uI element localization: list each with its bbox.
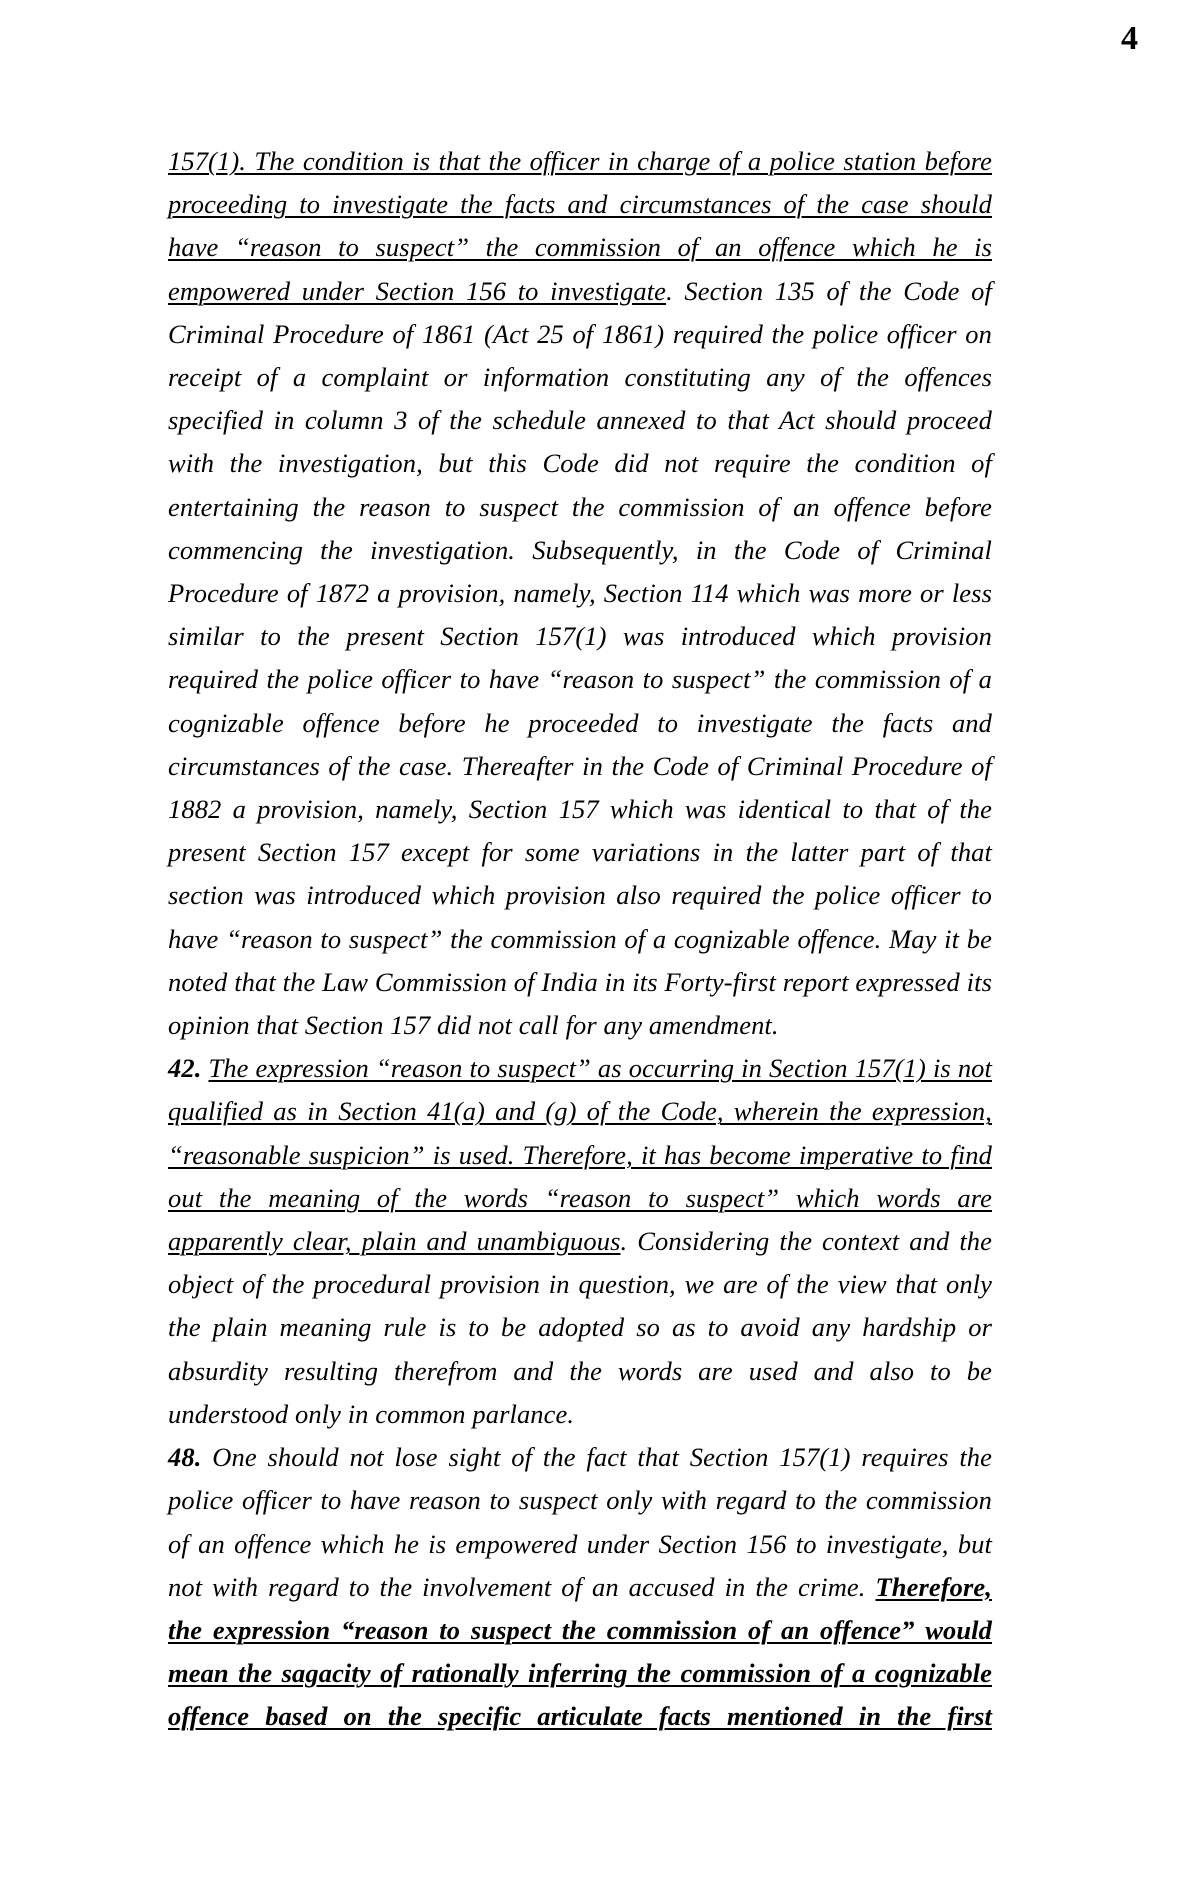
paragraph-157 <box>168 140 992 1047</box>
paragraph-157-continuation: . Section 135 of the Code of Criminal Procedure of 1861 (Act 25 of 1861) required the police officer on receipt of a complaint or information constituting any of the offences specified in column 3 of the schedule annexed to that Act should proceed with the investigation, but this Code did not require the condition of entertaining the reason to suspect the commission of an offence before commencing the investigation. Subsequently, in the Code of Criminal Procedure of 1872 a provision, namely, Section 114 which was more or less similar to the present Section 157(1) was introduced which provision required the police officer to have “reason to suspect” the commission of a cognizable offence before he proceeded to investigate the facts and circumstances of the case. Thereafter in the Code of Criminal Procedure of 1882 a provision, namely, Section 157 which was identical to that of the present Section 157 except for some variations in the latter part of that section was introduced which provision also required the police officer to have “reason to suspect” the commission of a cognizable offence. May it be noted that the Law Commission of India in its Forty-first report expressed its opinion that Section 157 did not call for any amendment. <box>168 275 992 1041</box>
paragraph-42 <box>168 1047 992 1436</box>
paragraph-42-continuation: . Considering the context and the object of the procedural provision in question, we are of the view that only the plain meaning rule is to be adopted so as to avoid any hardship or absurdity resulting therefrom and the words are used and also to be understood only in common parlance. <box>168 1226 992 1429</box>
page-number: 4 <box>1121 20 1138 57</box>
paragraph-48-text: One should not lose sight of the fact that Section 157(1) requires the police officer to have reason to suspect only with regard to the commission of an offence which he is empowered under Section 156 to investigate, but not with regard to the involvement of an accused in the crime. <box>168 1442 992 1602</box>
quoted-section-underlined: 157(1). The condition is that the officer in charge of a police station before proceeding to investigate the facts and circumstances of the case should have “reason to suspect” the commission of an offence which he is empowered under Section 156 to investigate <box>168 146 992 306</box>
paragraph-42-underlined: The expression “reason to suspect” as occurring in Section 157(1) is not qualified as in Section 41(a) and (g) of the Code, wherein the expression, “reasonable suspicion” is used. Therefore, it has become imperative to find out the meaning of the words “reason to suspect” which words are apparently clear, plain and unambiguous <box>168 1053 992 1257</box>
paragraph-48-number: 48. <box>168 1442 202 1473</box>
document-body <box>168 140 992 1782</box>
paragraph-48 <box>168 1436 992 1782</box>
paragraph-42-number: 42. <box>168 1053 202 1084</box>
paragraph-48-emphasis: Therefore, the expression “reason to suspect the commission of an offence” would mean the sagacity of rationally inferring the commission of a cognizable offence based on the specific articulate facts mentioned in the first <box>168 1571 992 1732</box>
